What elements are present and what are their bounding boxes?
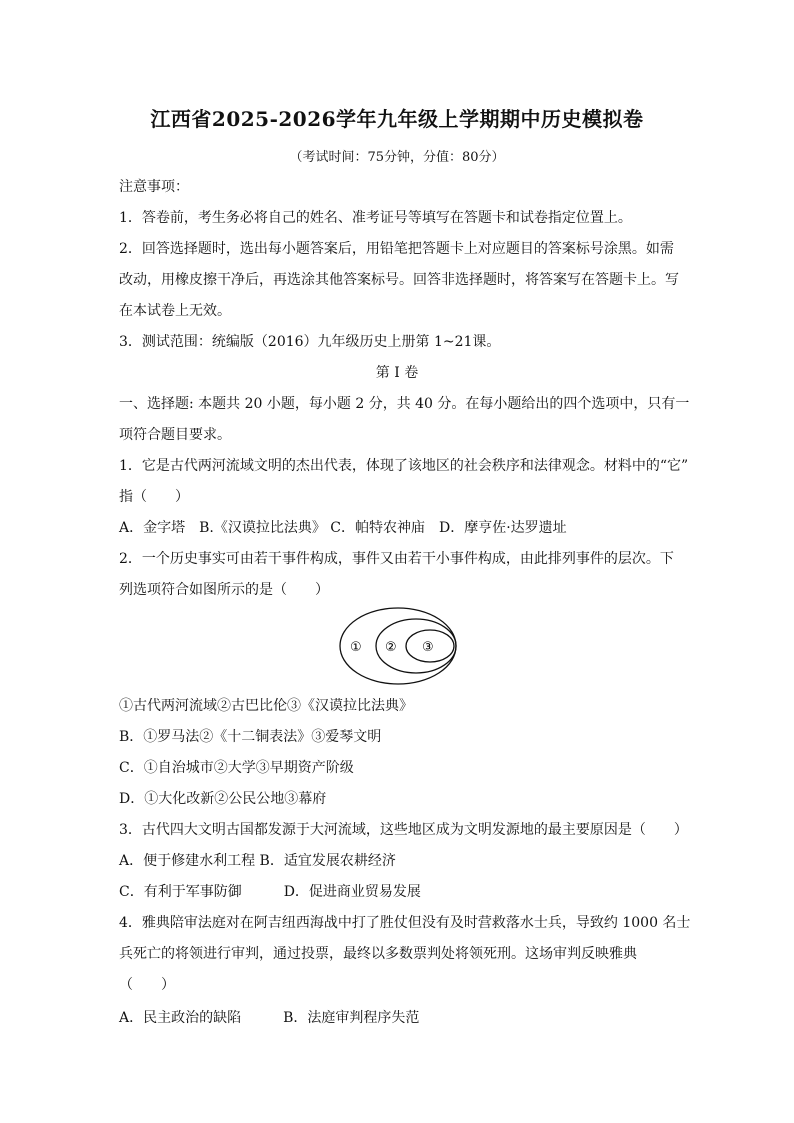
exam-title: 江西省2025-2026学年九年级上学期期中历史模拟卷 [150, 107, 644, 131]
notice-item-3: 3．测试范围：统编版（2016）九年级历史上册第 1~21课。 [119, 334, 501, 350]
diagram-label-3: ③ [422, 640, 434, 655]
question-1-line-2: 指（ ） [119, 489, 189, 505]
question-4-line-3: （ ） [119, 977, 175, 993]
question-4-line-1: 4．雅典陪审法庭对在阿吉纽西海战中打了胜仗但没有及时营救落水士兵，导致约 1000 名士 [119, 915, 691, 931]
section-instruction-line-1: 一、选择题: 本题共 20 小题，每小题 2 分，共 40 分。在每小题给出的四个选项中，只有一 [119, 396, 690, 412]
notice-item-1: 1．答卷前，考生务必将自己的姓名、准考证号等填写在答题卡和试卷指定位置上。 [119, 210, 632, 226]
question-4-line-2: 兵死亡的将领进行审判，通过投票，最终以多数票判处将领死刑。这场审判反映雅典 [119, 946, 637, 962]
question-2-option-b: B．①罗马法②《十二铜表法》③爱琴文明 [119, 729, 382, 745]
notice-heading: 注意事项： [119, 179, 189, 195]
question-2-option-a: ①古代两河流域②古巴比伦③《汉谟拉比法典》 [119, 698, 413, 714]
diagram-label-2: ② [385, 640, 397, 655]
section-instruction-line-2: 项符合题目要求。 [119, 427, 231, 443]
question-2-option-c: C．①自治城市②大学③早期资产阶级 [119, 760, 354, 776]
question-1-options: A．金字塔 B.《汉谟拉比法典》 C．帕特农神庙 D．摩亨佐·达罗遗址 [119, 520, 567, 536]
notice-item-2-line-1: 2．回答选择题时，选出每小题答案后，用铅笔把答题卡上对应题目的答案标号涂黑。如需 [119, 241, 674, 257]
diagram-label-1: ① [350, 640, 362, 655]
notice-item-2-line-2: 改动，用橡皮擦干净后，再选涂其他答案标号。回答非选择题时，将答案写在答题卡上。写 [119, 272, 679, 288]
notice-item-2-line-3: 在本试卷上无效。 [119, 303, 231, 319]
question-2-option-d: D．①大化改新②公民公地③幕府 [119, 791, 327, 807]
question-2-line-1: 2．一个历史事实可由若干事件构成，事件又由若干小事件构成，由此排列事件的层次。下 [119, 551, 674, 567]
question-3-options-cd: C．有利于军事防御 D．促进商业贸易发展 [119, 884, 421, 900]
question-3-line-1: 3．古代四大文明古国都发源于大河流域，这些地区成为文明发源地的最主要原因是（ ） [119, 822, 688, 838]
exam-subtitle: （考试时间：75分钟，分值：80分） [289, 150, 505, 165]
question-4-options-ab: A．民主政治的缺陷 B．法庭审判程序失范 [119, 1010, 420, 1026]
part-label: 第 I 卷 [375, 365, 419, 381]
question-1-line-1: 1．它是古代两河流域文明的杰出代表，体现了该地区的社会秩序和法律观念。材料中的“它” [119, 458, 689, 474]
question-2-line-2: 列选项符合如图所示的是（ ） [119, 582, 329, 598]
nested-circles-diagram [336, 603, 466, 689]
question-3-options-ab: A．便于修建水利工程 B．适宜发展农耕经济 [119, 853, 396, 869]
